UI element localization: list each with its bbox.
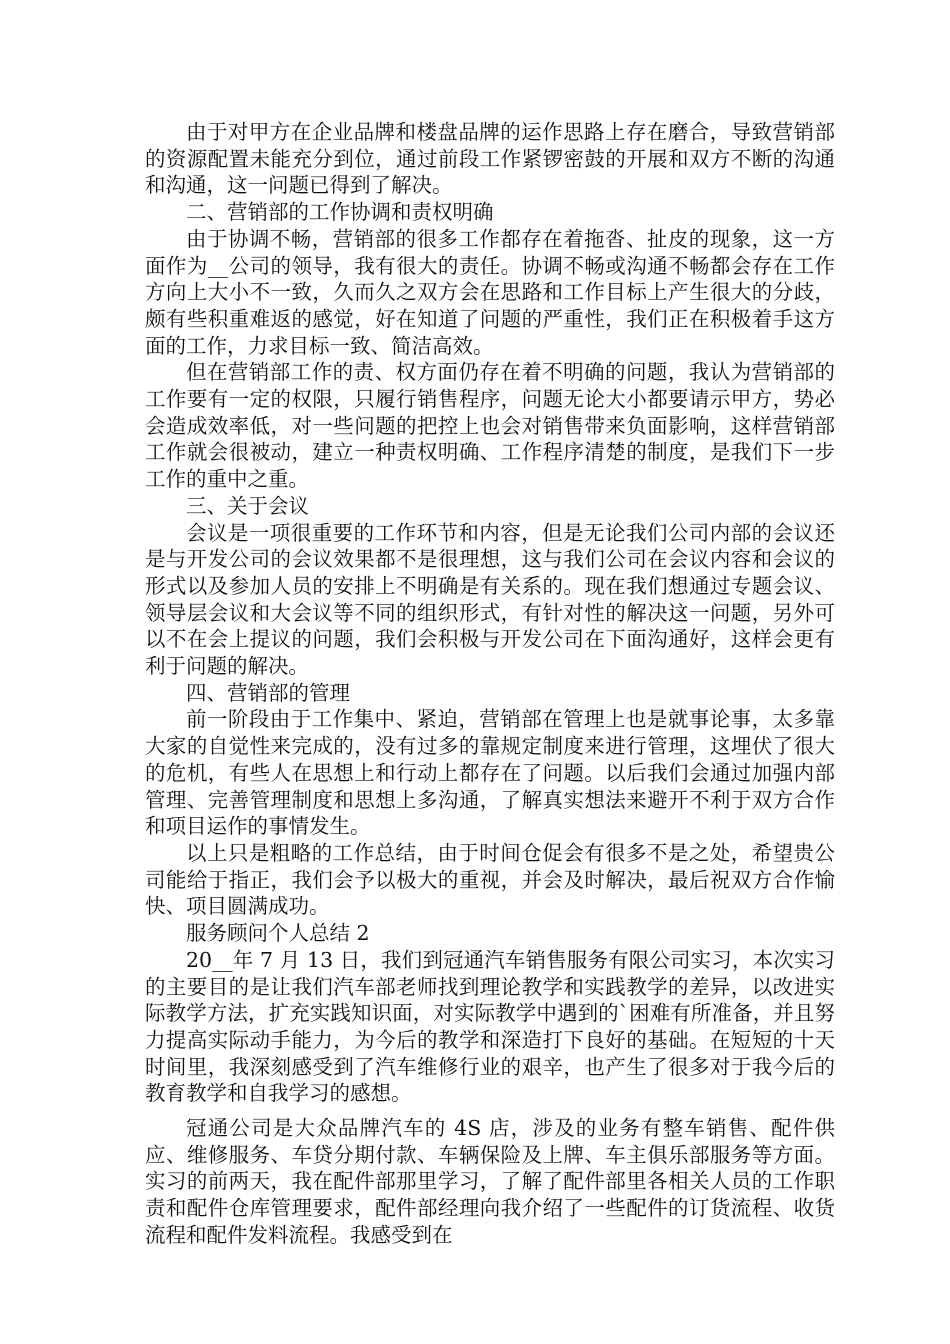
paragraph-management: 前一阶段由于工作集中、紧迫，营销部在管理上也是就事论事，太多靠大家的自觉性来完成的，没有过多的靠规定制度来进行管理，这埋伏了很大的危机，有些人在思想上和行动上都存在了问题。以后我们会通过加强内部管理、完善管理制度和思想上多沟通，了解真实想法来避开不利于双方合作和项目运作的事情发生。 (145, 707, 835, 839)
paragraph-internship: 20__年 7 月 13 日，我们到冠通汽车销售服务有限公司实习，本次实习的主要目的是让我们汽车部老师找到理论教学和实践教学的差异，以改进实际教学方法，扩充实践知识面，对实际教学中遇到的`困难有所准备，并且努力提高实际动手能力，为今后的教学和深造打下良好的基础。在短短的十天时间里，我深刻感受到了汽车维修行业的艰辛，也产生了很多对于我今后的教育教学和自我学习的感想。 (145, 947, 835, 1106)
heading-summary-2: 服务顾问个人总结 2 (186, 921, 370, 946)
paragraph-gap (145, 1107, 835, 1115)
paragraph-intro: 由于对甲方在企业品牌和楼盘品牌的运作思路上存在磨合，导致营销部的资源配置未能充分到位，通过前段工作紧锣密鼓的开展和双方不断的沟通和沟通，这一问题已得到了解决。 (145, 120, 835, 198)
paragraph-authority: 但在营销部工作的责、权方面仍存在着不明确的问题，我认为营销部的工作要有一定的权限，只履行销售程序，问题无论大小都要请示甲方，势必会造成效率低，对一些问题的把控上也会对销售带来负面影响，这样营销部工作就会很被动，建立一种责权明确、工作程序清楚的制度，是我们下一步工作的重中之重。 (145, 360, 835, 492)
paragraph-closing: 以上只是粗略的工作总结，由于时间仓促会有很多不是之处，希望贵公司能给于指正，我们会予以极大的重视，并会及时解决，最后祝双方合作愉快、项目圆满成功。 (145, 840, 835, 919)
paragraph-coordination: 由于协调不畅，营销部的很多工作都存在着拖沓、扯皮的现象，这一方面作为__公司的领导，我有很大的责任。协调不畅或沟通不畅都会存在工作方向上大小不一致，久而久之双方会在思路和工作目标上产生很大的分歧，颇有些积重难返的感觉，好在知道了问题的严重性，我们正在积极着手这方面的工作，力求目标一致、简洁高效。 (145, 226, 835, 358)
paragraph-meetings: 会议是一项很重要的工作环节和内容，但是无论我们公司内部的会议还是与开发公司的会议效果都不是很理想，这与我们公司在会议内容和会议的形式以及参加人员的安排上不明确是有关系的。现在我们想通过专题会议、领导层会议和大会议等不同的组织形式，有针对性的解决这一问题，另外可以不在会上提议的问题，我们会积极与开发公司在下面沟通好，这样会更有利于问题的解决。 (145, 520, 835, 679)
heading-coordination: 二、营销部的工作协调和责权明确 (186, 200, 494, 225)
paragraph-company: 冠通公司是大众品牌汽车的 4S 店，涉及的业务有整车销售、配件供应、维修服务、车贷分期付款、车辆保险及上牌、车主俱乐部服务等方面。实习的前两天，我在配件部那里学习，了解了配件部里各相关人员的工作职责和配件仓库管理要求，配件部经理向我介绍了一些配件的订货流程、收货流程和配件发料流程。我感受到在 (145, 1116, 835, 1247)
document-page (145, 119, 835, 1249)
heading-meetings: 三、关于会议 (186, 493, 309, 518)
heading-management: 四、营销部的管理 (186, 680, 350, 705)
